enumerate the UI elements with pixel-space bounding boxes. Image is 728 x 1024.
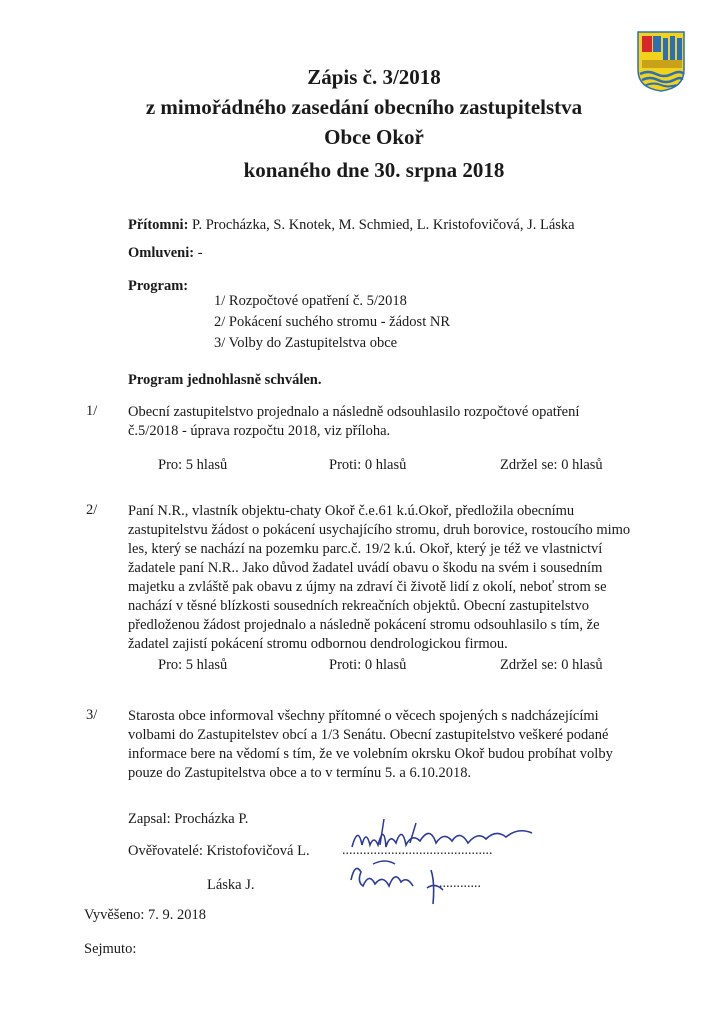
vote-for: Pro: 5 hlasů: [158, 657, 228, 673]
point-text: [128, 502, 631, 654]
signature-line: ...........................................: [342, 843, 493, 858]
point-text: [128, 707, 628, 783]
excused-label: Omluveni:: [128, 245, 195, 261]
vote-against: Proti: 0 hlasů: [329, 457, 407, 473]
point-line: nachází v těsné blízkosti sousedních rekreačních objektů. Obecní zastupitelstvo: [128, 598, 590, 614]
point-line: zastupitelstvu žádost o pokácení usychajícího stromu, druh borovice, rostoucího mimo: [128, 522, 631, 538]
excused-value: -: [197, 245, 203, 261]
removed-label: Sejmuto:: [84, 941, 137, 957]
present-row: [128, 216, 575, 235]
posted-date: Vyvěšeno: 7. 9. 2018: [84, 907, 207, 923]
point-line: žadatel zajistí pokácení stromu odbornou dendrologickou firmou.: [128, 636, 508, 652]
present-label: Přítomni:: [128, 217, 189, 233]
vote-abstain: Zdržel se: 0 hlasů: [500, 657, 603, 673]
point-line: Starosta obce informoval všechny přítomné o věcech spojených s nadcházejícími: [128, 708, 599, 724]
recorded-by: Zapsal: Procházka P.: [128, 811, 249, 827]
document-title: Zápis č. 3/2018: [307, 65, 441, 89]
document-subtitle: z mimořádného zasedání obecního zastupitelstva: [145, 95, 583, 119]
point-line: informace bere na vědomí s tím, že ve volebním okrsku Okoř budou probíhat volby: [128, 746, 613, 762]
point-line: předloženou žádost projednalo a následně pokácení stromu odsouhlasilo s tím, že: [128, 617, 600, 633]
signature-line: ..............: [432, 876, 481, 891]
present-value: P. Procházka, S. Knotek, M. Schmied, L. Kristofovičová, J. Láska: [192, 217, 575, 233]
point-number: 2/: [86, 502, 98, 518]
meeting-date: konaného dne 30. srpna 2018: [243, 158, 505, 182]
point-line: volbami do Zastupitelstev obcí a 1/3 Senátu. Obecní zastupitelstvo veškeré podané: [128, 727, 609, 743]
point-number: 1/: [86, 403, 98, 419]
point-line: pouze do Zastupitelstva obce a to v termínu 5. a 6.10.2018.: [128, 765, 472, 781]
program-item: 2/ Pokácení suchého stromu - žádost NR: [214, 314, 450, 330]
signature-laska: [345, 852, 465, 907]
program-item: 3/ Volby do Zastupitelstva obce: [214, 335, 398, 351]
program-label: Program:: [128, 278, 189, 294]
vote-for: Pro: 5 hlasů: [158, 457, 228, 473]
point-line: č.5/2018 - úprava rozpočtu 2018, viz příloha.: [128, 423, 391, 439]
point-text: [128, 403, 628, 441]
vote-abstain: Zdržel se: 0 hlasů: [500, 457, 603, 473]
point-line: Obecní zastupitelstvo projednalo a následně odsouhlasilo rozpočtové opatření: [128, 404, 580, 420]
municipality-name: Obce Okoř: [324, 125, 424, 149]
point-line: žadatele paní N.R.. Jako důvod žadatel uvádí obavu o škodu na svém i sousedním: [128, 560, 603, 576]
verifier-name: Láska J.: [207, 877, 255, 893]
program-approved: Program jednohlasně schválen.: [128, 372, 322, 388]
point-number: 3/: [86, 707, 98, 723]
point-line: Paní N.R., vlastník objektu-chaty Okoř č.e.61 k.ú.Okoř, předložila obecnímu: [128, 503, 575, 519]
excused-row: [128, 244, 203, 263]
point-line: majetku a zvláště pak obavu z újmy na zdraví či životě lidí z okolí, neboť strom se: [128, 579, 607, 595]
point-line: les, který se nachází na pozemku parc.č. 19/2 k.ú. Okoř, který je též ve vlastnictví: [128, 541, 603, 557]
verifiers-label: Ověřovatelé: Kristofovičová L.: [128, 843, 310, 859]
program-item: 1/ Rozpočtové opatření č. 5/2018: [214, 293, 407, 309]
vote-against: Proti: 0 hlasů: [329, 657, 407, 673]
